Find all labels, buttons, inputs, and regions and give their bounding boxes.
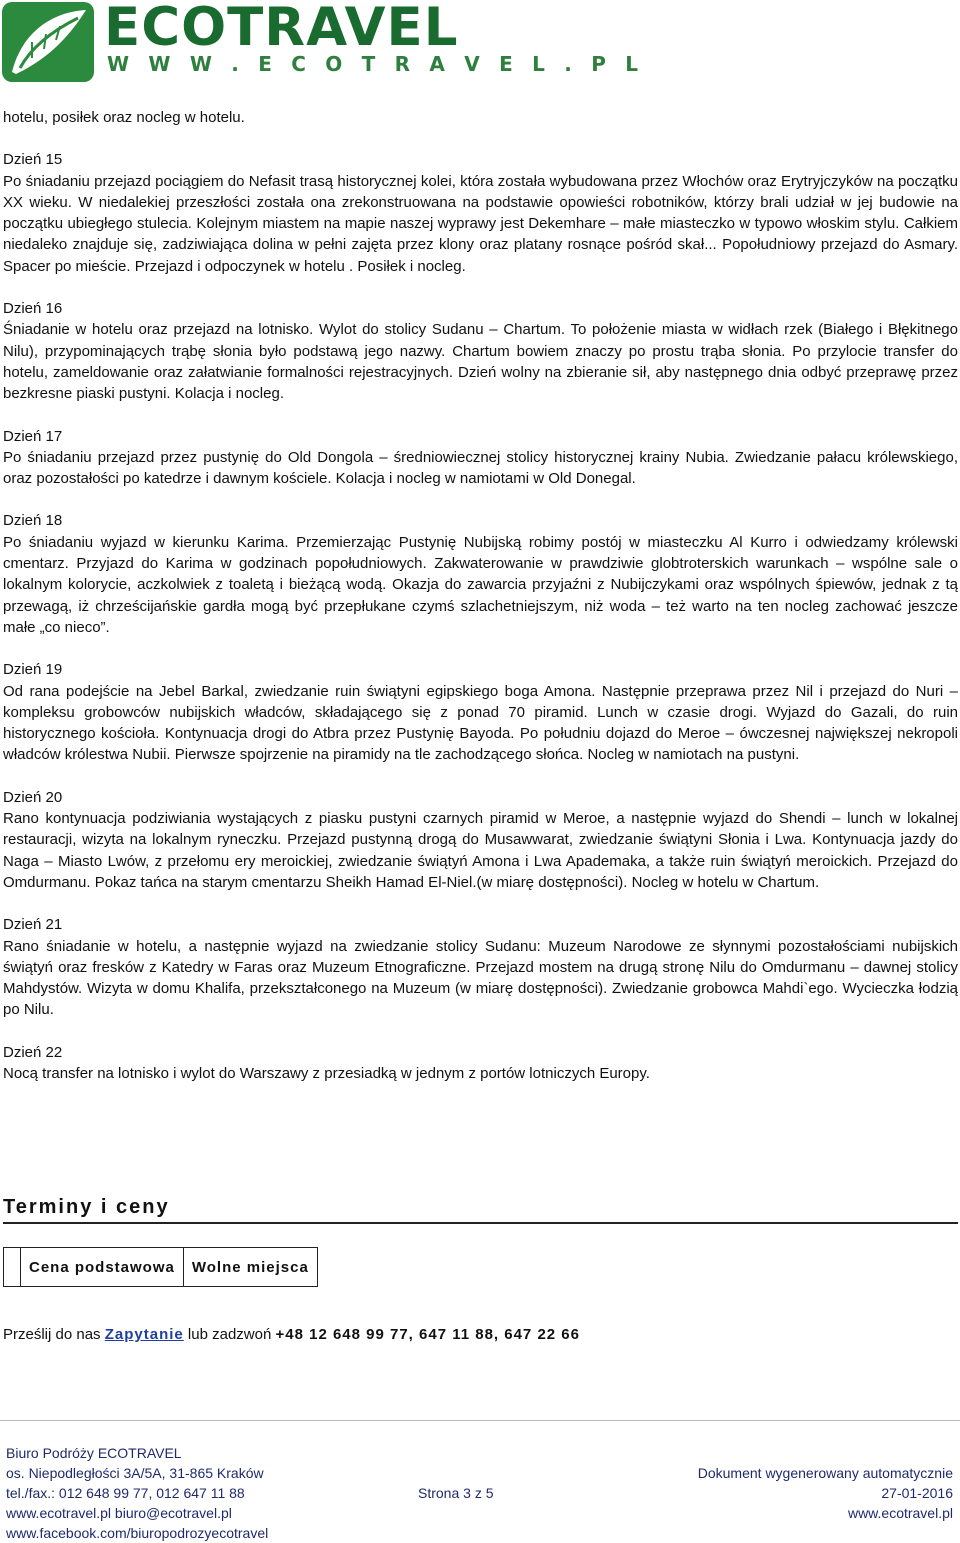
footer-site: www.ecotravel.pl [847,1505,953,1521]
day-text: Po śniadaniu wyjazd w kierunku Karima. Przemierzając Pustynię Nubijską robimy postój w miasteczku Al Kurro i odwiedzamy królewski cmentarz. Przyjazd do Karima w godzinach popołudniowych. Zakwaterowanie w prawdziwie globtroterskich warunkach – wspólne sale o lokalnym kolorycie, aczkolwiek z toaletą i bieżącą wodą. Okazja do zawarcia przyjaźni z Nubijczykami oraz wspólnych śpiewów, jednak z tą przewagą, iż chrześcijańskie gardła mogą być przepłukane czymś szlachetniejszym, niż woda – też warto na ten nocleg zachować jeszcze małe „co nieco”. [3,533,958,636]
price-table [3,1247,318,1287]
footer-web-email: www.ecotravel.pl biuro@ecotravel.pl [6,1505,232,1521]
day-text: Nocą transfer na lotnisko i wylot do Warszawy z przesiadką w jednym z portów lotniczych Europy. [3,1064,650,1082]
section-title-terms: Terminy i ceny [3,1194,958,1224]
day-title: Dzień 17 [3,427,63,445]
footer-address: os. Niepodległości 3A/5A, 31-865 Kraków [6,1465,264,1481]
day-item [3,914,958,1020]
day-title: Dzień 20 [3,788,63,806]
day-title: Dzień 19 [3,661,63,679]
footer-generated: Dokument wygenerowany automatycznie [697,1465,953,1481]
footer-page-number: Strona 3 z 5 [418,1485,494,1501]
page-footer [0,1420,960,1541]
intro-text: hotelu, posiłek oraz nocleg w hotelu. [3,109,245,126]
day-item [3,1042,958,1085]
footer-phone: tel./fax.: 012 648 99 77, 012 647 11 88 [6,1485,245,1501]
contact-line [3,1325,580,1345]
day-item [3,149,958,277]
footer-company: Biuro Podróży ECOTRAVEL [6,1445,182,1461]
day-text: Po śniadaniu przejazd przez pustynię do Old Dongola – średniowiecznej stolicy historycznej krainy Nubia. Zwiedzanie pałacu królewskiego, oraz pozostałości po katedrze i dawnym kościele. Kolacja i nocleg w namiotami w Old Donegal. [3,448,958,488]
brand-url: W W W . E C O T R A V E L . P L [107,52,645,76]
day-item [3,659,958,765]
day-text: Rano śniadanie w hotelu, a następnie wyjazd na zwiedzanie stolicy Sudanu: Muzeum Narodowe ze słynnymi pozostałościami nubijskich świątyń oraz fresków z Katedry w Faras oraz Muzeum Etnograficzne. Przejazd mostem na drugą stronę Nilu do Omdurmanu – dawnej stolicy Mahdystów. Wizyta w domu Khalifa, przekształconego na Muzeum (w miarę dostępności). Zwiedzanie grobowca Mahdi`ego. Wycieczka łodzią po Nilu. [3,937,958,1019]
day-text: Po śniadaniu przejazd pociągiem do Nefasit trasą historycznej kolei, która została wybudowana przez Włochów oraz Erytryjczyków na początku XX wieku. W niedalekiej przeszłości została ona zrekonstruowana na podstawie opowieści robotników, którzy brali udział w jej budowie na początku ubiegłego stulecia. Kolejnym miastem na mapie naszej wyprawy jest Dekemhare – małe miasteczko w typowo włoskim stylu. Całkiem niedaleko znajduje się, zadziwiająca dolina w pełni zajęta przez klony oraz platany rosnące pośród skał... Popołudniowy przejazd do Asmary. Spacer po mieście. Przejazd i odpoczynek w hotelu . Posiłek i nocleg. [3,172,958,275]
table-header-availability: Wolne miejsca [183,1248,317,1287]
day-title: Dzień 16 [3,300,63,318]
brand-name: ECOTRAVEL [104,0,459,58]
day-title: Dzień 15 [3,151,63,169]
footer-company-info [6,1443,268,1543]
contact-middle: lub zadzwoń [183,1326,276,1343]
day-title: Dzień 18 [3,512,63,530]
day-text: Śniadanie w hotelu oraz przejazd na lotnisko. Wylot do stolicy Sudanu – Chartum. To położenie miasta w widłach rzek (Białego i Błękitnego Nilu), przypominających trąbę słonia było podstawą jego nazwy. Chartum bowiem znaczy po prostu trąba słonia. Po przylocie transfer do hotelu, zameldowanie oraz załatwianie formalności rejestracyjnych. Dzień wolny na zbieranie sił, aby następnego dnia odbyć przeprawę przez bezkresne piaski pustyni. Kolacja i nocleg. [3,321,958,403]
footer-date: 27-01-2016 [881,1485,953,1501]
ecotravel-leaf-logo-icon [2,2,94,82]
day-text: Rano kontynuacja podziwiania wystających z piasku pustyni czarnych piramid w Meroe, a następnie wyjazd do Shendi – lunch w lokalnej restauracji, wizyta na lokalnym ryneczku. Przejazd pustynną drogą do Musawwarat, zwiedzanie świątyni Słonia i Lwa. Kontynuacja jazdy do Naga – Miasto Lwów, z przełomu ery meroickiej, zwiedzanie świątyń Amona i Lwa Apademaka, a także ruin świątyń meroickich. Przejazd do Omdurmanu. Pokaz tańca na starym cmentarzu Sheikh Hamad El-Niel.(w miarę dostępności). Nocleg w hotelu w Chartum. [3,810,958,891]
day-title: Dzień 21 [3,916,63,934]
table-cell-empty [4,1248,21,1287]
footer-generation-info [698,1463,953,1523]
footer-facebook: www.facebook.com/biuropodrozyecotravel [6,1525,269,1541]
page-header [0,0,960,90]
day-text: Od rana podejście na Jebel Barkal, zwiedzanie ruin świątyni egipskiego boga Amona. Następnie przeprawa przez Nil i przejazd do Nuri – kompleksu grobowców nubijskich władców, składającego się z ponad 70 piramid. Lunch w czasie drogi. Wyjazd do Gazali, do ruin historycznego kościoła. Kontynuacja drogi do Atbra przez Pustynię Bayoda. Po południu dojazd do Meroe – ówczesnej największej nekropoli władców królestwa Nubii. Pierwsze spojrzenie na piramidy na tle zachodzącego słońca. Nocleg w namiotach na pustyni. [3,682,958,764]
contact-prefix: Prześlij do nas [3,1326,105,1343]
contact-phones: +48 12 648 99 77, 647 11 88, 647 22 66 [275,1326,580,1343]
day-item [3,510,958,638]
table-header-price: Cena podstawowa [21,1248,184,1287]
table-row [4,1248,318,1287]
day-title: Dzień 22 [3,1043,63,1061]
day-item [3,298,958,404]
itinerary [3,107,958,1084]
day-item [3,426,958,490]
inquiry-link[interactable]: Zapytanie [104,1326,184,1343]
day-item [3,787,958,893]
